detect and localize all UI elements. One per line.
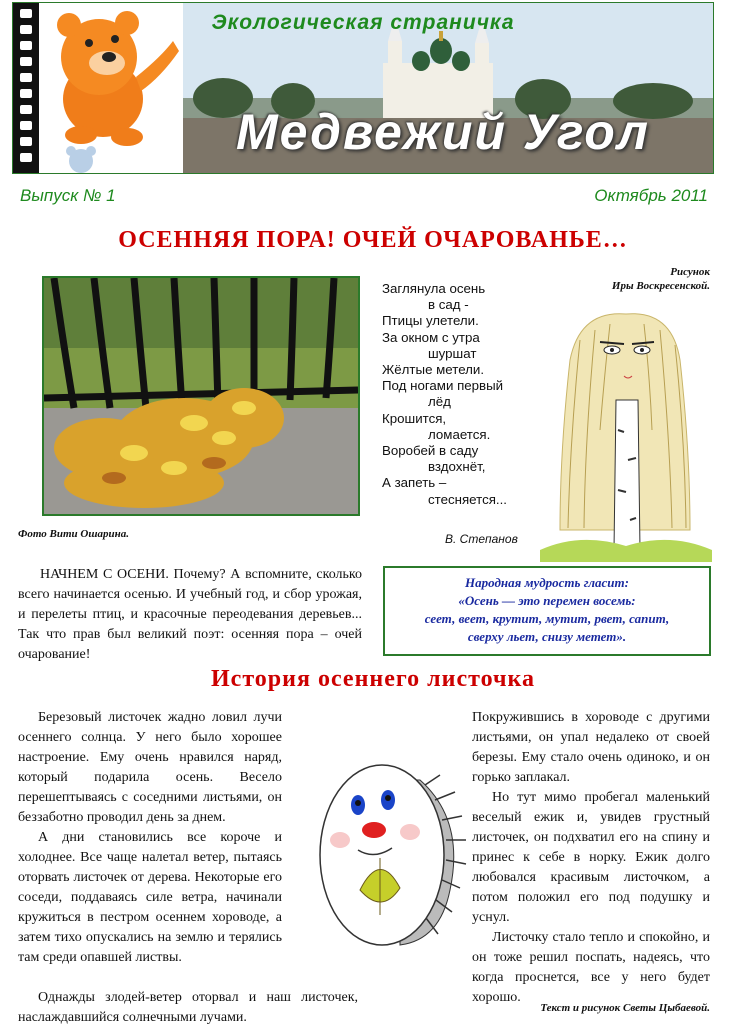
story-paragraph: Но тут мимо пробегал маленький веселый ежик и, увидев грустный листочек, он подхватил его на спину и принес к себе в норку. Ежик долго любовался красивым листочком, а потом положил его под подушку и уснул. [472, 790, 710, 925]
section-kicker: Экологическая страничка [211, 11, 515, 34]
story-paragraph: Покружившись в хороводе с другими листьями, он упал недалеко от своей березы. Ему стало очень одиноко, и он горько заплакал. [472, 710, 710, 785]
poem-line: лёд [428, 394, 451, 410]
wisdom-line2: сеет, веет, крутит, мутит, рвет, сапит, [424, 611, 670, 626]
poem-author: В. Степанов [445, 532, 518, 546]
drawing-credit-line2: Иры Воскресенской. [611, 280, 710, 292]
poem-line: А запеть – [382, 475, 447, 491]
story-paragraph: Однажды злодей-ветер оторвал и наш листочек, наслаждавшийся солнечными лучами. [18, 990, 358, 1025]
story-title: История осеннего листочка [211, 666, 535, 692]
poem-line: в сад - [428, 297, 469, 313]
story-credit: Текст и рисунок Светы Цыбаевой. [540, 1002, 710, 1014]
wisdom-title: Народная мудрость гласит: [465, 575, 629, 590]
poem-line: ломается. [428, 426, 491, 442]
wisdom-line3: сверху льет, снизу метет». [467, 629, 627, 644]
newspaper-title: Медвежий Угол [236, 104, 650, 160]
poem-line: Заглянула осень [382, 281, 486, 296]
story-paragraph: А дни становились все короче и холоднее. Все чаще налетал ветер, пытаясь оторвать листочек от дерева. Некоторые его соседи, поддаваясь силе ветра, начинали кружиться в пестром осеннем хороводе, а затем тихо опускались на землю и терялись там среди опавшей листвы. [18, 830, 282, 965]
photo-caption: Фото Вити Ошарина. [18, 528, 129, 540]
issue-date: Октябрь 2011 [594, 186, 708, 205]
poem [382, 281, 532, 508]
story-paragraph: Березовый листочек жадно ловил лучи осеннего солнца. У него было хорошее настроение. Ему очень нравился наряд, который подарила осень. Весело перешептываясь с соседними листьями, он беззаботно проводил день за днем. [18, 710, 282, 825]
story-column-right [472, 708, 710, 1008]
poem-line: Воробей в саду [382, 443, 479, 459]
drawing-credit-line1: Рисунок [670, 266, 710, 278]
small-bear-icon [53, 143, 113, 173]
willow-tree-drawing [540, 300, 712, 562]
folk-wisdom-box [383, 566, 711, 656]
hedgehog-drawing [300, 740, 470, 950]
poem-line: Птицы улетели. [382, 313, 479, 329]
poem-line: Жёлтые метели. [382, 362, 485, 378]
story-column-left [18, 708, 282, 968]
poem-line: За окном с утра [382, 329, 480, 345]
poem-line: Крошится, [382, 410, 447, 426]
intro-paragraph: НАЧНЕМ С ОСЕНИ. Почему? А вспомните, сколько всего начинается осенью. И учебный год, и сбор урожая, и перелеты птиц, и красочные переодевания деревьев... Так что прав был великий поэт: осенняя пора – очей очарование! [18, 567, 362, 662]
poem-line: вздохнёт, [428, 459, 486, 475]
story-column-left-tail [18, 988, 358, 1028]
poem-line: Под ногами первый [382, 378, 504, 394]
main-headline: ОСЕННЯЯ ПОРА! ОЧЕЙ ОЧАРОВАНЬЕ… [118, 227, 628, 253]
autumn-leaves-photo [42, 276, 360, 516]
story-paragraph: Листочку стало тепло и спокойно, и он тоже решил поспать, надеясь, что когда проснется, все у него будет хорошо. [472, 930, 710, 1005]
poem-line: шуршат [428, 345, 477, 361]
issue-number: Выпуск № 1 [20, 186, 116, 205]
drawing-credit [540, 265, 710, 293]
wisdom-line1: «Осень — это перемен восемь: [458, 593, 636, 608]
poem-line: стесняется... [428, 491, 508, 507]
masthead-banner [12, 2, 714, 174]
